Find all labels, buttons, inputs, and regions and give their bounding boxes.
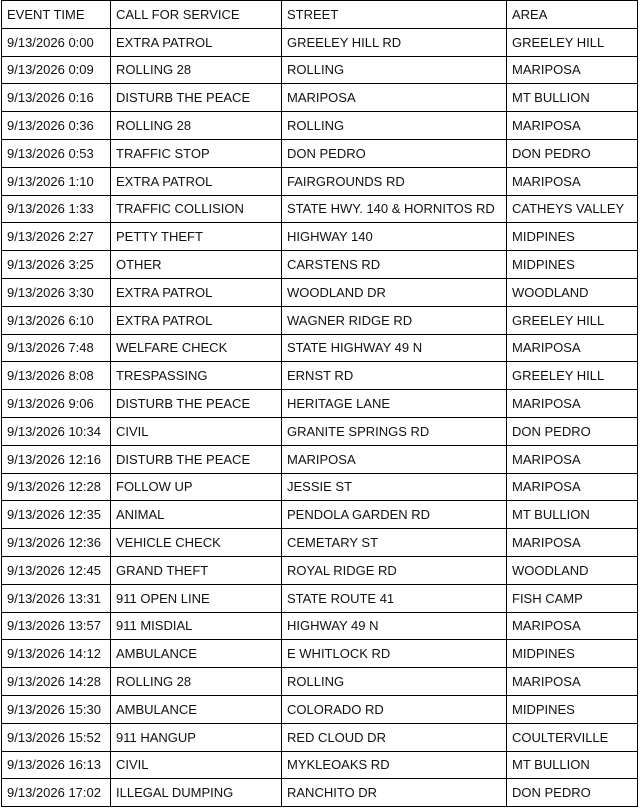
- street-cell: ROLLING: [282, 56, 507, 84]
- area-cell: MARIPOSA: [507, 390, 638, 418]
- street-cell: PENDOLA GARDEN RD: [282, 501, 507, 529]
- call-log-table: [1, 0, 638, 807]
- street-cell: MARIPOSA: [282, 445, 507, 473]
- table-row: [2, 529, 638, 557]
- call-for-service-cell: EXTRA PATROL: [111, 278, 282, 306]
- area-cell: MIDPINES: [507, 223, 638, 251]
- event-time-cell: 9/13/2026 13:57: [2, 612, 111, 640]
- street-cell: DON PEDRO: [282, 139, 507, 167]
- street-cell: HERITAGE LANE: [282, 390, 507, 418]
- event-time-cell: 9/13/2026 0:00: [2, 28, 111, 56]
- street-cell: RED CLOUD DR: [282, 723, 507, 751]
- call-for-service-cell: DISTURB THE PEACE: [111, 390, 282, 418]
- table-row: [2, 445, 638, 473]
- area-cell: MT BULLION: [507, 501, 638, 529]
- event-time-cell: 9/13/2026 0:09: [2, 56, 111, 84]
- event-time-cell: 9/13/2026 10:34: [2, 417, 111, 445]
- call-for-service-cell: CIVIL: [111, 417, 282, 445]
- call-for-service-cell: TRESPASSING: [111, 362, 282, 390]
- area-cell: WOODLAND: [507, 278, 638, 306]
- call-for-service-cell: TRAFFIC STOP: [111, 139, 282, 167]
- area-cell: MIDPINES: [507, 251, 638, 279]
- event-time-cell: 9/13/2026 15:52: [2, 723, 111, 751]
- event-time-cell: 9/13/2026 9:06: [2, 390, 111, 418]
- call-for-service-cell: VEHICLE CHECK: [111, 529, 282, 557]
- table-row: [2, 668, 638, 696]
- table-row: [2, 28, 638, 56]
- call-for-service-cell: DISTURB THE PEACE: [111, 84, 282, 112]
- event-time-cell: 9/13/2026 1:33: [2, 195, 111, 223]
- street-cell: GRANITE SPRINGS RD: [282, 417, 507, 445]
- street-cell: WAGNER RIDGE RD: [282, 306, 507, 334]
- area-cell: CATHEYS VALLEY: [507, 195, 638, 223]
- event-time-cell: 9/13/2026 12:35: [2, 501, 111, 529]
- table-row: [2, 362, 638, 390]
- area-cell: MT BULLION: [507, 751, 638, 779]
- street-cell: RANCHITO DR: [282, 779, 507, 807]
- event-time-cell: 9/13/2026 0:53: [2, 139, 111, 167]
- call-for-service-cell: DISTURB THE PEACE: [111, 445, 282, 473]
- event-time-cell: 9/13/2026 16:13: [2, 751, 111, 779]
- table-row: [2, 612, 638, 640]
- area-cell: MARIPOSA: [507, 529, 638, 557]
- street-cell: ROYAL RIDGE RD: [282, 556, 507, 584]
- call-for-service-cell: EXTRA PATROL: [111, 167, 282, 195]
- table-row: [2, 723, 638, 751]
- area-cell: MARIPOSA: [507, 56, 638, 84]
- event-time-cell: 9/13/2026 12:45: [2, 556, 111, 584]
- event-time-cell: 9/13/2026 12:16: [2, 445, 111, 473]
- call-for-service-cell: EXTRA PATROL: [111, 306, 282, 334]
- table-row: [2, 334, 638, 362]
- area-cell: MARIPOSA: [507, 668, 638, 696]
- street-cell: CEMETARY ST: [282, 529, 507, 557]
- street-cell: STATE HWY. 140 & HORNITOS RD: [282, 195, 507, 223]
- event-time-cell: 9/13/2026 15:30: [2, 695, 111, 723]
- area-cell: DON PEDRO: [507, 139, 638, 167]
- call-for-service-cell: GRAND THEFT: [111, 556, 282, 584]
- street-cell: STATE ROUTE 41: [282, 584, 507, 612]
- area-cell: FISH CAMP: [507, 584, 638, 612]
- call-for-service-cell: CIVIL: [111, 751, 282, 779]
- street-cell: MYKLEOAKS RD: [282, 751, 507, 779]
- table-row: [2, 139, 638, 167]
- call-for-service-cell: ROLLING 28: [111, 112, 282, 140]
- area-cell: MARIPOSA: [507, 167, 638, 195]
- table-row: [2, 417, 638, 445]
- area-cell: MARIPOSA: [507, 334, 638, 362]
- table-row: [2, 112, 638, 140]
- street-cell: MARIPOSA: [282, 84, 507, 112]
- area-cell: MARIPOSA: [507, 612, 638, 640]
- table-row: [2, 390, 638, 418]
- area-cell: WOODLAND: [507, 556, 638, 584]
- street-cell: E WHITLOCK RD: [282, 640, 507, 668]
- area-cell: DON PEDRO: [507, 779, 638, 807]
- table-row: [2, 556, 638, 584]
- event-time-cell: 9/13/2026 2:27: [2, 223, 111, 251]
- header-row: [2, 1, 638, 29]
- table-row: [2, 640, 638, 668]
- event-time-cell: 9/13/2026 12:28: [2, 473, 111, 501]
- area-cell: MIDPINES: [507, 640, 638, 668]
- street-cell: COLORADO RD: [282, 695, 507, 723]
- event-time-cell: 9/13/2026 3:30: [2, 278, 111, 306]
- street-cell: ERNST RD: [282, 362, 507, 390]
- street-cell: CARSTENS RD: [282, 251, 507, 279]
- table-row: [2, 501, 638, 529]
- event-time-cell: 9/13/2026 7:48: [2, 334, 111, 362]
- street-cell: WOODLAND DR: [282, 278, 507, 306]
- area-cell: MIDPINES: [507, 695, 638, 723]
- street-cell: HIGHWAY 140: [282, 223, 507, 251]
- street-cell: JESSIE ST: [282, 473, 507, 501]
- table-row: [2, 278, 638, 306]
- table-row: [2, 306, 638, 334]
- table-row: [2, 584, 638, 612]
- table-row: [2, 167, 638, 195]
- call-for-service-cell: AMBULANCE: [111, 640, 282, 668]
- column-header-area: AREA: [507, 1, 638, 29]
- table-row: [2, 473, 638, 501]
- event-time-cell: 9/13/2026 3:25: [2, 251, 111, 279]
- call-for-service-cell: WELFARE CHECK: [111, 334, 282, 362]
- call-for-service-cell: 911 OPEN LINE: [111, 584, 282, 612]
- street-cell: ROLLING: [282, 668, 507, 696]
- column-header-street: STREET: [282, 1, 507, 29]
- event-time-cell: 9/13/2026 1:10: [2, 167, 111, 195]
- area-cell: GREELEY HILL: [507, 362, 638, 390]
- call-for-service-cell: 911 HANGUP: [111, 723, 282, 751]
- event-time-cell: 9/13/2026 14:28: [2, 668, 111, 696]
- call-for-service-cell: ANIMAL: [111, 501, 282, 529]
- area-cell: MARIPOSA: [507, 445, 638, 473]
- area-cell: COULTERVILLE: [507, 723, 638, 751]
- table-row: [2, 84, 638, 112]
- event-time-cell: 9/13/2026 13:31: [2, 584, 111, 612]
- call-for-service-cell: AMBULANCE: [111, 695, 282, 723]
- area-cell: GREELEY HILL: [507, 306, 638, 334]
- event-time-cell: 9/13/2026 8:08: [2, 362, 111, 390]
- call-for-service-cell: ILLEGAL DUMPING: [111, 779, 282, 807]
- call-for-service-cell: PETTY THEFT: [111, 223, 282, 251]
- event-time-cell: 9/13/2026 0:36: [2, 112, 111, 140]
- event-time-cell: 9/13/2026 6:10: [2, 306, 111, 334]
- street-cell: HIGHWAY 49 N: [282, 612, 507, 640]
- call-for-service-cell: TRAFFIC COLLISION: [111, 195, 282, 223]
- street-cell: GREELEY HILL RD: [282, 28, 507, 56]
- table-row: [2, 251, 638, 279]
- area-cell: DON PEDRO: [507, 417, 638, 445]
- table-row: [2, 195, 638, 223]
- event-time-cell: 9/13/2026 0:16: [2, 84, 111, 112]
- table-body: [2, 28, 638, 806]
- call-for-service-cell: 911 MISDIAL: [111, 612, 282, 640]
- street-cell: ROLLING: [282, 112, 507, 140]
- column-header-call-for-service: CALL FOR SERVICE: [111, 1, 282, 29]
- call-for-service-cell: ROLLING 28: [111, 668, 282, 696]
- call-for-service-cell: ROLLING 28: [111, 56, 282, 84]
- area-cell: GREELEY HILL: [507, 28, 638, 56]
- table-row: [2, 56, 638, 84]
- call-for-service-cell: FOLLOW UP: [111, 473, 282, 501]
- area-cell: MT BULLION: [507, 84, 638, 112]
- street-cell: FAIRGROUNDS RD: [282, 167, 507, 195]
- event-time-cell: 9/13/2026 14:12: [2, 640, 111, 668]
- table-row: [2, 751, 638, 779]
- area-cell: MARIPOSA: [507, 112, 638, 140]
- area-cell: MARIPOSA: [507, 473, 638, 501]
- event-time-cell: 9/13/2026 17:02: [2, 779, 111, 807]
- table-row: [2, 223, 638, 251]
- call-for-service-cell: EXTRA PATROL: [111, 28, 282, 56]
- event-time-cell: 9/13/2026 12:36: [2, 529, 111, 557]
- table-row: [2, 779, 638, 807]
- call-for-service-cell: OTHER: [111, 251, 282, 279]
- table-row: [2, 695, 638, 723]
- street-cell: STATE HIGHWAY 49 N: [282, 334, 507, 362]
- column-header-event-time: EVENT TIME: [2, 1, 111, 29]
